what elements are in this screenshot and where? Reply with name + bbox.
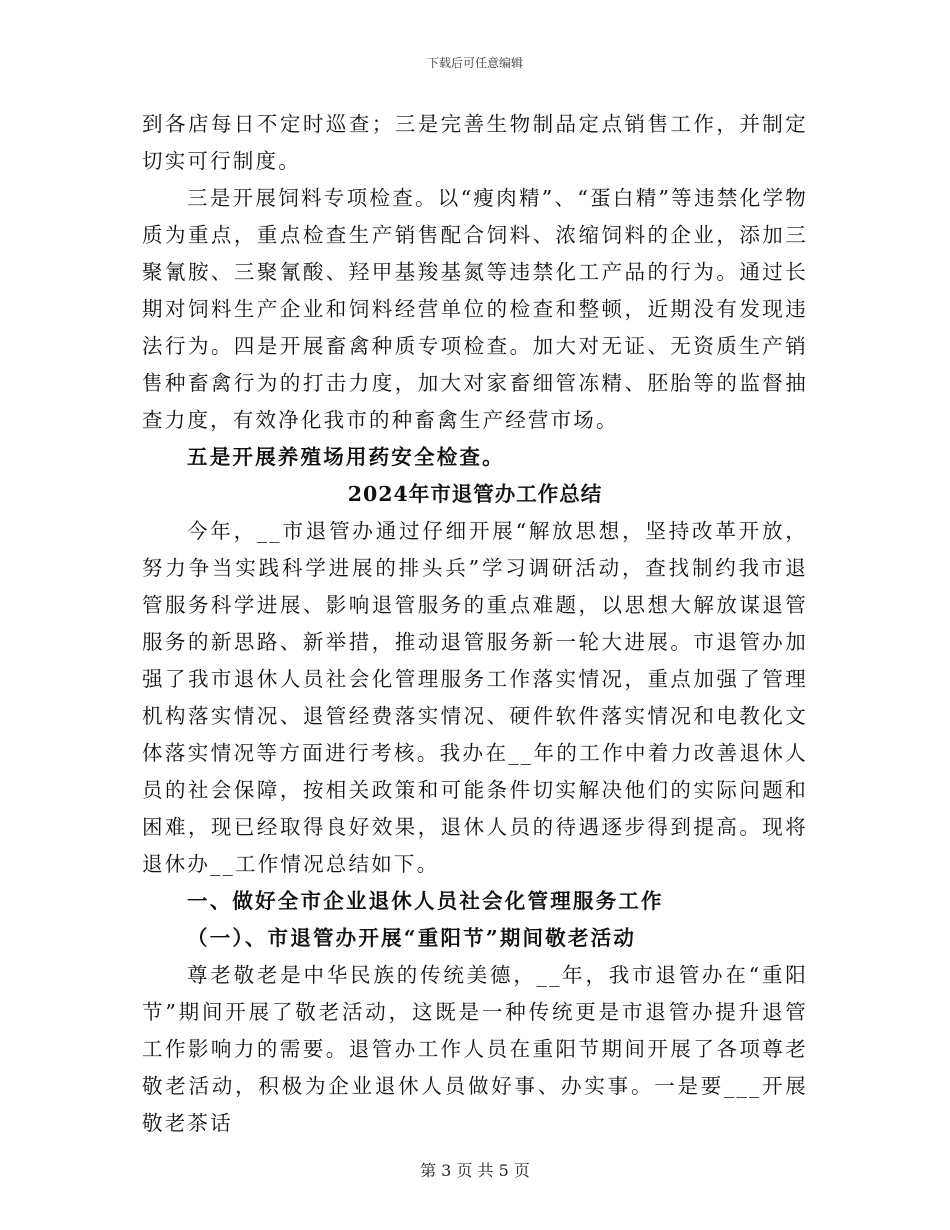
paragraph-respect-elders: 尊老敬老是中华民族的传统美德，__年，我市退管办在“重阳节”期间开展了敬老活动，这既是一种传统更是市退管办提升退管工作影响力的需要。退管办工作人员在重阳节期间开展了各项尊老敬老活动，积极为企业退休人员做好事、办实事。一是要___开展敬老茶话 xyxy=(142,963,808,1135)
subsection-heading-1: （一）、市退管办开展“重阳节”期间敬老活动 xyxy=(187,926,637,950)
paragraph-drug-safety: 五是开展养殖场用药安全检查。 xyxy=(187,445,505,469)
section-heading-1: 一、做好全市企业退休人员社会化管理服务工作 xyxy=(187,889,664,913)
page-footer: 第 3 页 共 5 页 xyxy=(420,1161,530,1180)
paragraph-intro: 今年，__市退管办通过仔细开展“解放思想，坚持改革开放，努力争当实践科学进展的排头兵”学习调研活动，查找制约我市退管服务科学进展、影响退管服务的重点难题，以思想大解放谋退管服务的新思路、新举措，推动退管服务新一轮大进展。市退管办加强了我市退休人员社会化管理服务工作落实情况，重点加强了管理机构落实情况、退管经费落实情况、硬件软件落实情况和电教化文体落实情况等方面进行考核。我办在__年的工作中着力改善退休人员的社会保障，按相关政策和可能条件切实解决他们的实际问题和困难，现已经取得良好效果，退休人员的待遇逐步得到提高。现将退休办__工作情况总结如下。 xyxy=(142,519,808,876)
paragraph-continuation: 到各店每日不定时巡查；三是完善生物制品定点销售工作，并制定切实可行制度。 xyxy=(142,112,808,173)
document-title: 2024年市退管办工作总结 xyxy=(347,482,603,506)
paragraph-feed-inspection: 三是开展饲料专项检查。以“瘦肉精”、“蛋白精”等违禁化学物质为重点，重点检查生产销售配合饲料、浓缩饲料的企业，添加三聚氰胺、三聚氰酸、羟甲基羧基氮等违禁化工产品的行为。通过长期对饲料生产企业和饲料经营单位的检查和整顿，近期没有发现违法行为。四是开展畜禽种质专项检查。加大对无证、无资质生产销售种畜禽行为的打击力度，加大对家畜细管冻精、胚胎等的监督抽查力度，有效净化我市的种畜禽生产经营市场。 xyxy=(142,186,808,432)
document-body xyxy=(142,106,808,1142)
page-header: 下载后可任意编辑 xyxy=(426,56,523,70)
